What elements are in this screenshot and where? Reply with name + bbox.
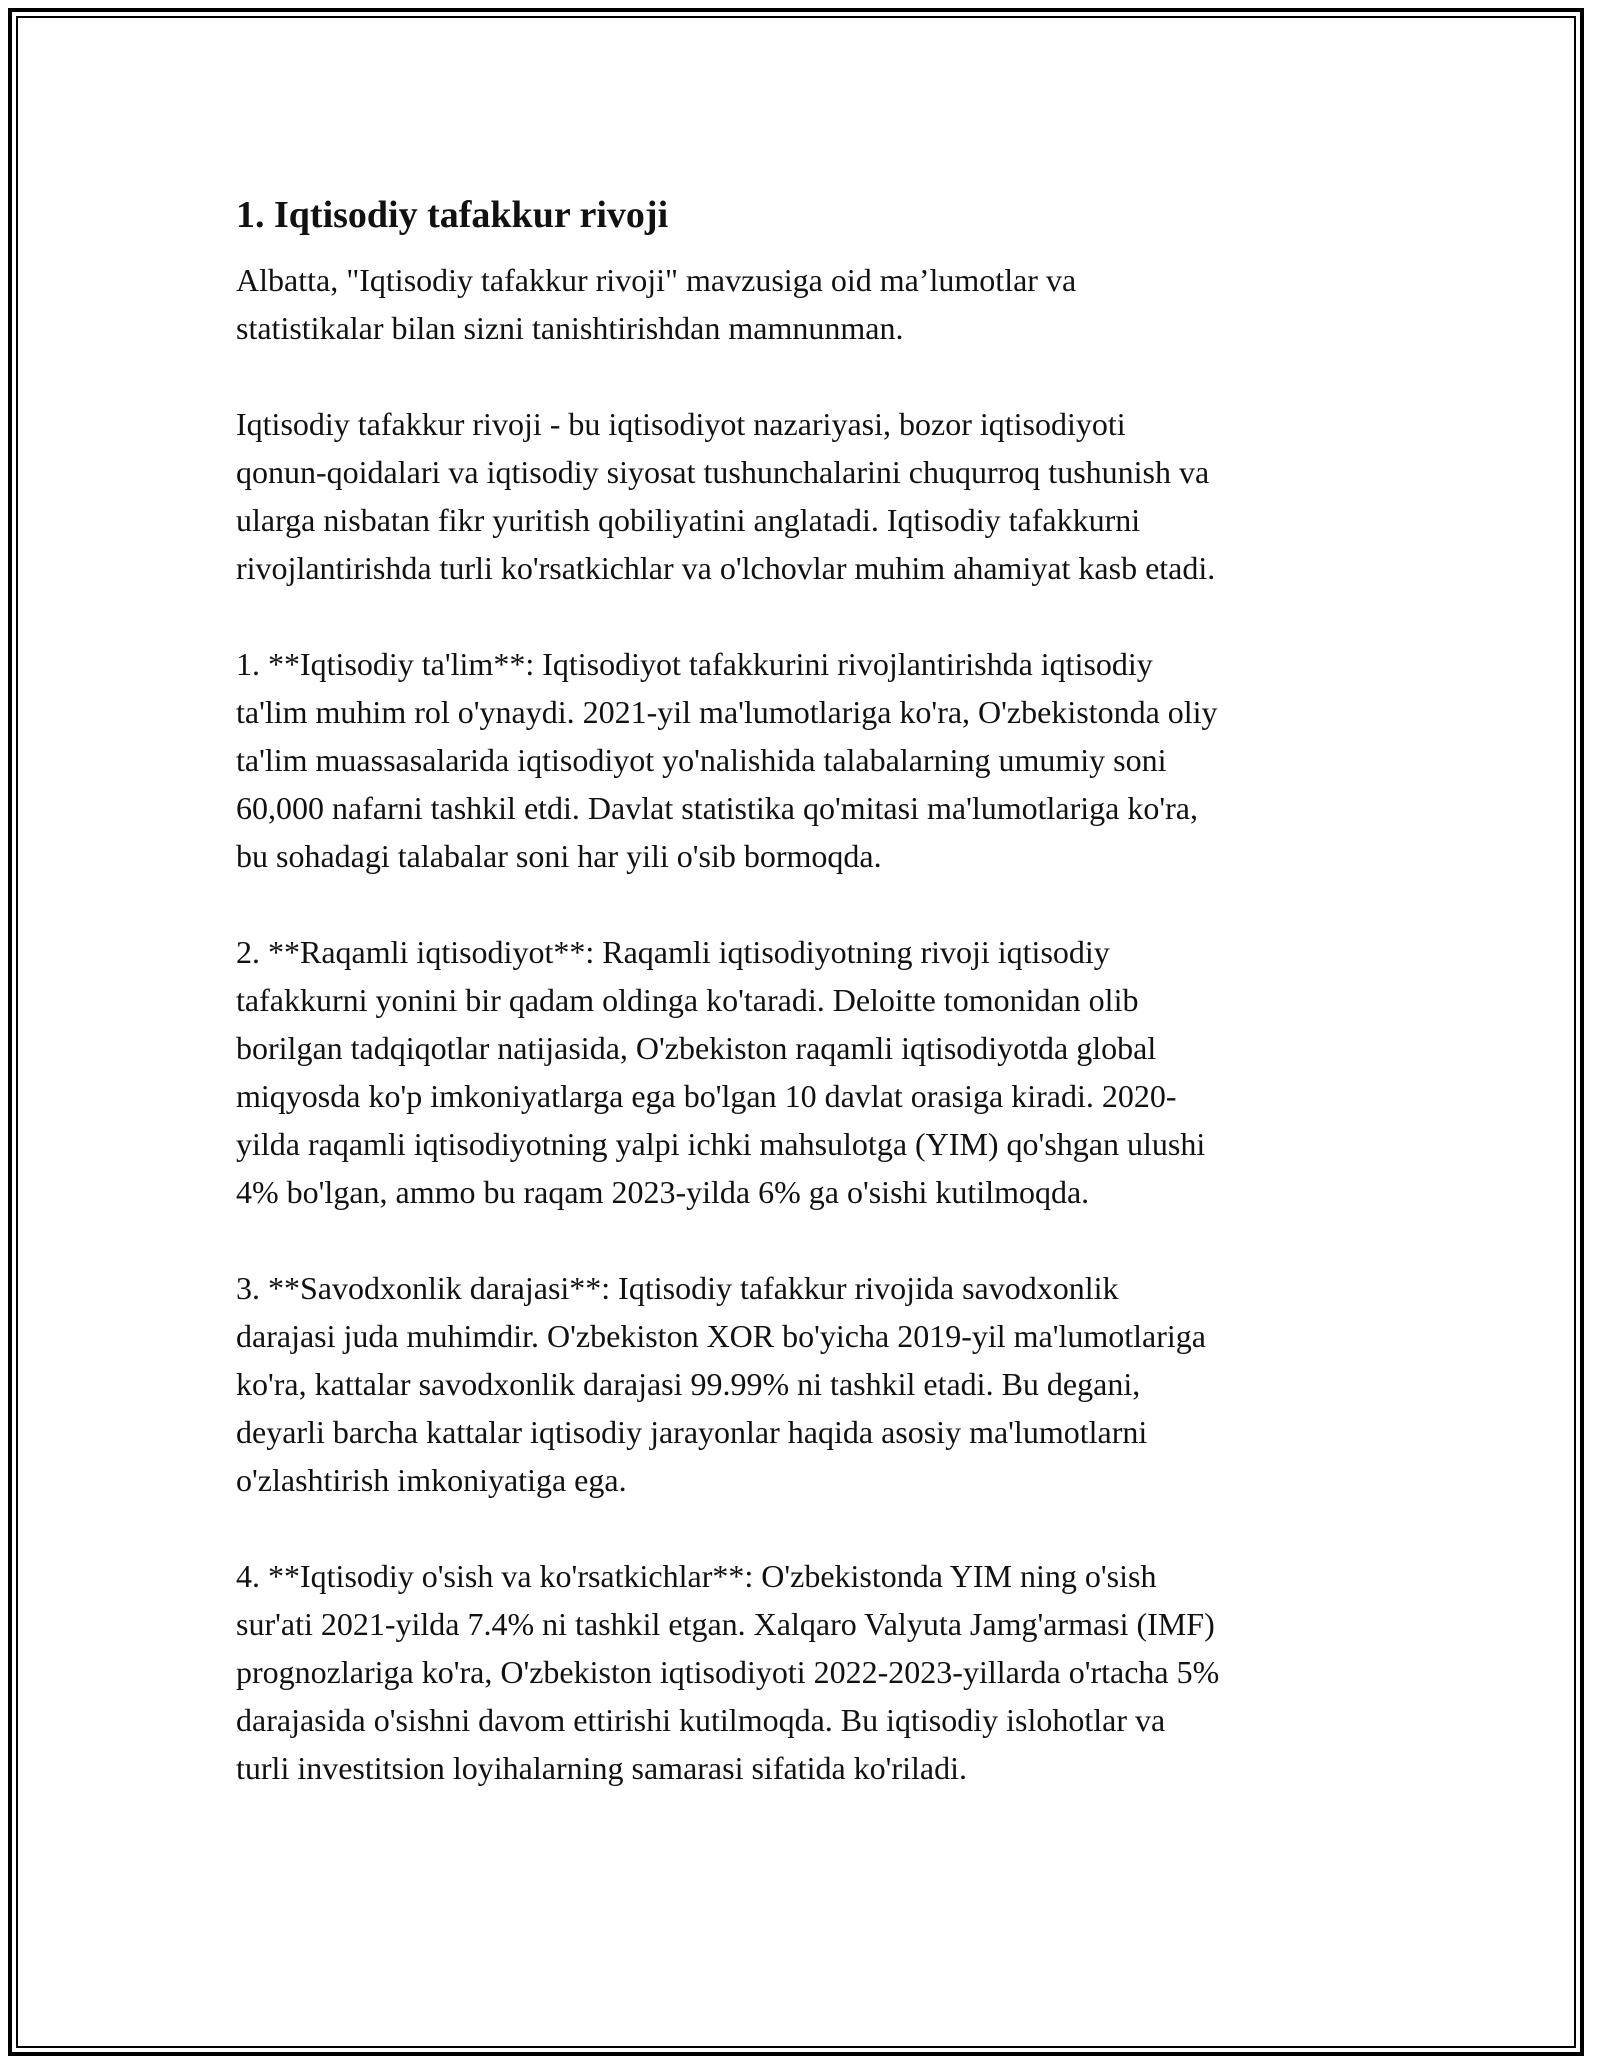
document-body [236, 188, 1366, 1840]
document-title: 1. Iqtisodiy tafakkur rivoji [236, 194, 669, 236]
definition-paragraph: Iqtisodiy tafakkur rivoji - bu iqtisodiyot nazariyasi, bozor iqtisodiyoti qonun-qoidalari va iqtisodiy siyosat tushunchalarini chuqurroq tushunish va ularga nisbatan fikr yuritish qobiliyatini anglatadi. Iqtisodiy tafakkurni rivojlantirishda turli ko'rsatkichlar va o'lchovlar muhim ahamiyat kasb etadi. [236, 406, 1216, 586]
list-item-economic-growth: 4. **Iqtisodiy o'sish va ko'rsatkichlar**: O'zbekistonda YIM ning o'sish sur'ati 2021-yilda 7.4% ni tashkil etgan. Xalqaro Valyuta Jamg'armasi (IMF) prognozlariga ko'ra, O'zbekiston iqtisodiyoti 2022-2023-yillarda o'rtacha 5% darajasida o'sishni davom ettirishi kutilmoqda. Bu iqtisodiy islohotlar va turli investitsion loyihalarning samarasi sifatida ko'riladi. [236, 1558, 1220, 1786]
intro-paragraph: Albatta, "Iqtisodiy tafakkur rivoji" mavzusiga oid ma’lumotlar va statistikalar bilan sizni tanishtirishdan mamnunman. [236, 262, 1077, 346]
list-item-economic-education: 1. **Iqtisodiy ta'lim**: Iqtisodiyot tafakkurini rivojlantirishda iqtisodiy ta'lim muhim rol o'ynaydi. 2021-yil ma'lumotlariga ko'ra, O'zbekistonda oliy ta'lim muassasalarida iqtisodiyot yo'nalishida talabalarning umumiy soni 60,000 nafarni tashkil etdi. Davlat statistika qo'mitasi ma'lumotlariga ko'ra, bu sohadagi talabalar soni har yili o'sib bormoqda. [236, 646, 1218, 874]
list-item-literacy-level: 3. **Savodxonlik darajasi**: Iqtisodiy tafakkur rivojida savodxonlik darajasi juda muhimdir. O'zbekiston XOR bo'yicha 2019-yil ma'lumotlariga ko'ra, kattalar savodxonlik darajasi 99.99% ni tashkil etadi. Bu degani, deyarli barcha kattalar iqtisodiy jarayonlar haqida asosiy ma'lumotlarni o'zlashtirish imkoniyatiga ega. [236, 1270, 1206, 1498]
list-item-digital-economy: 2. **Raqamli iqtisodiyot**: Raqamli iqtisodiyotning rivoji iqtisodiy tafakkurni yonini bir qadam oldinga ko'taradi. Deloitte tomonidan olib borilgan tadqiqotlar natijasida, O'zbekiston raqamli iqtisodiyotda global miqyosda ko'p imkoniyatlarga ega bo'lgan 10 davlat orasiga kiradi. 2020- yilda raqamli iqtisodiyotning yalpi ichki mahsulotga (YIM) qo'shgan ulushi 4% bo'lgan, ammo bu raqam 2023-yilda 6% ga o'sishi kutilmoqda. [236, 934, 1206, 1210]
